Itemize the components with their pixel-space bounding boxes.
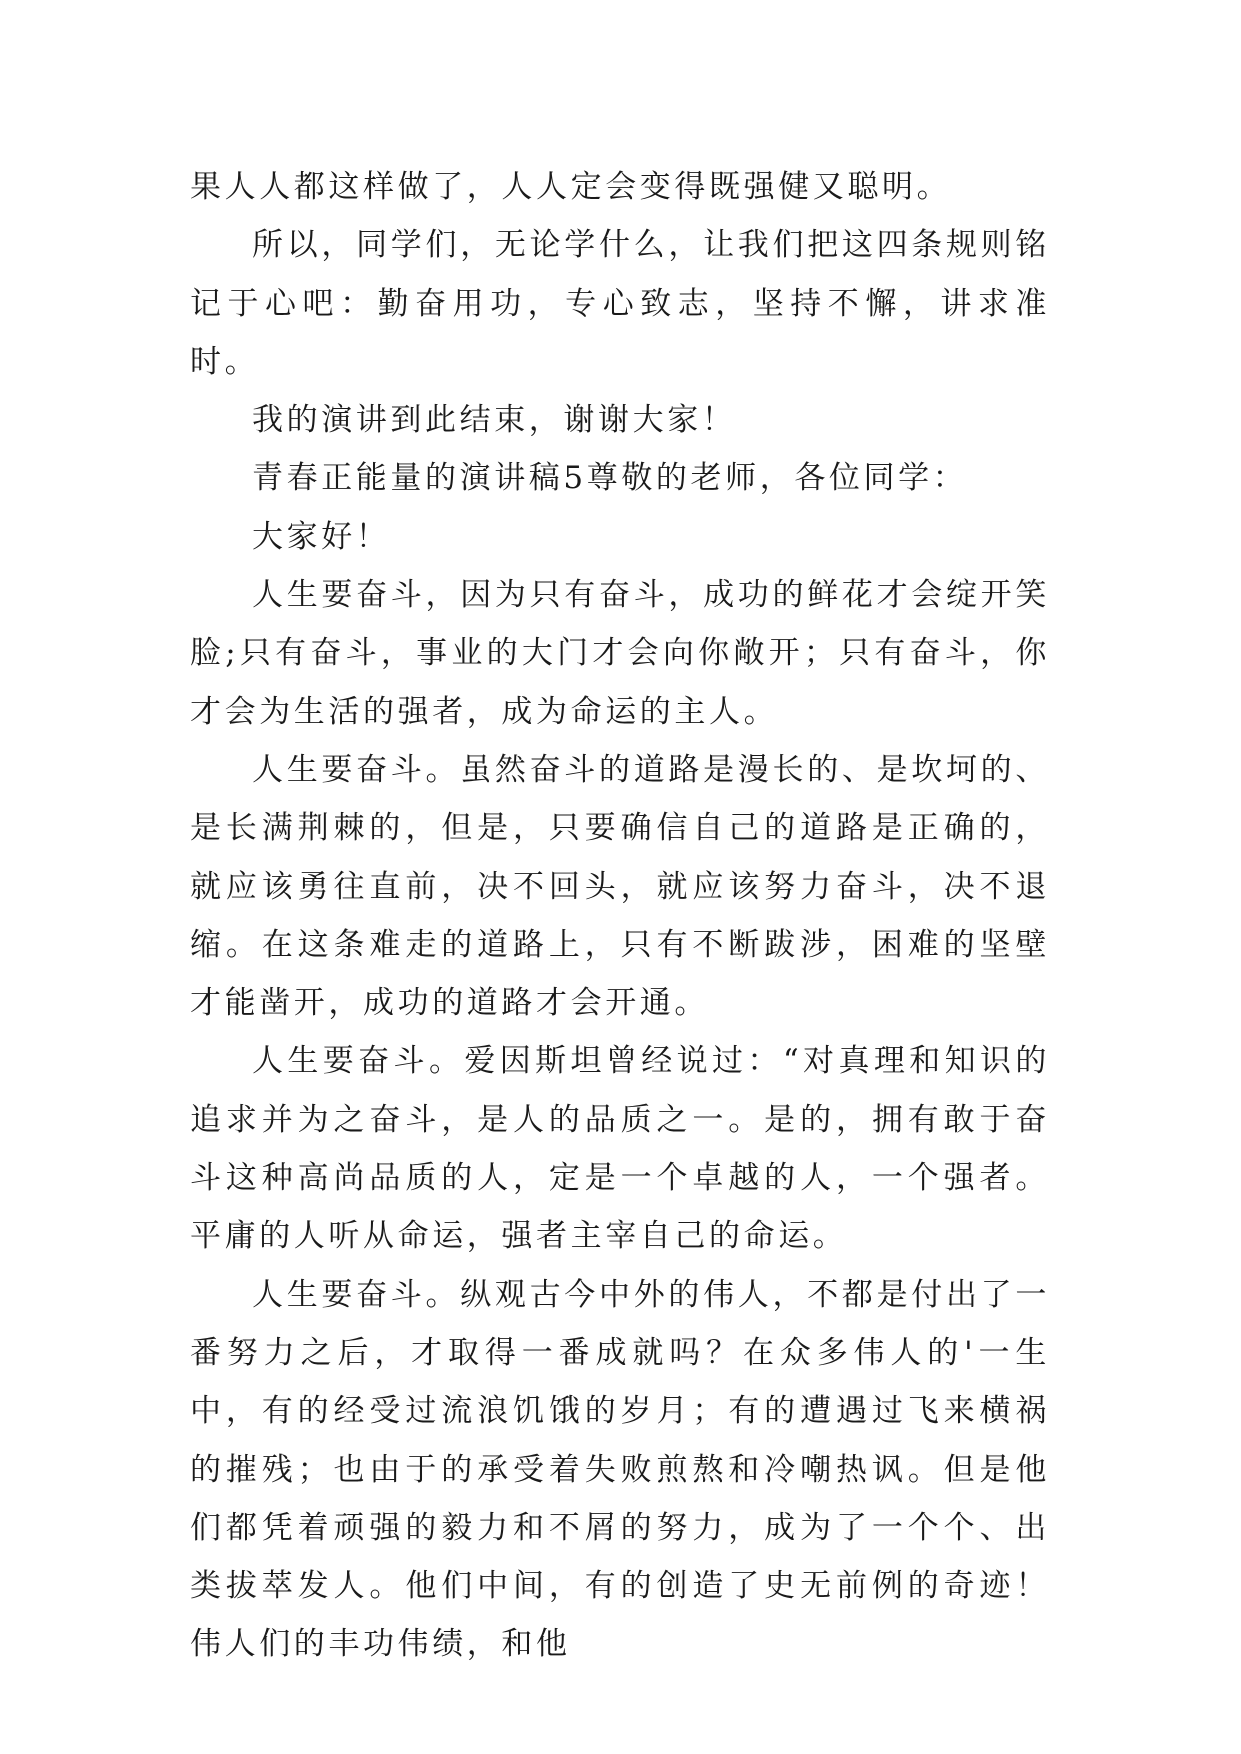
paragraph: 人生要奋斗，因为只有奋斗，成功的鲜花才会绽开笑脸;只有奋斗，事业的大门才会向你敞开；只有奋斗，你才会为生活的强者，成为命运的主人。 (190, 577, 1050, 730)
paragraph: 青春正能量的演讲稿5尊敬的老师，各位同学： (252, 460, 968, 497)
paragraph: 人生要奋斗。纵观古今中外的伟人，不都是付出了一番努力之后，才取得一番成就吗？在众多伟人的'一生中，有的经受过流浪饥饿的岁月；有的遭遇过飞来横祸的摧残；也由于的承受着失败煎熬和冷嘲热讽。但是他们都凭着顽强的毅力和不屑的努力，成为了一个个、出类拔萃发人。他们中间，有的创造了史无前例的奇迹！伟人们的丰功伟绩，和他 (190, 1276, 1050, 1663)
paragraph: 果人人都这样做了，人人定会变得既强健又聪明。 (190, 169, 952, 205)
document-body (190, 158, 1050, 1674)
paragraph: 人生要奋斗。爱因斯坦曾经说过：“对真理和知识的追求并为之奋斗，是人的品质之一。是的，拥有敢于奋斗这种高尚品质的人，定是一个卓越的人，一个强者。平庸的人听从命运，强者主宰自己的命运。 (190, 1043, 1050, 1255)
paragraph: 人生要奋斗。虽然奋斗的道路是漫长的、是坎坷的、是长满荆棘的，但是，只要确信自己的道路是正确的，就应该勇往直前，决不回头，就应该努力奋斗，决不退缩。在这条难走的道路上，只有不断跋涉，困难的坚壁才能凿开，成功的道路才会开通。 (190, 751, 1050, 1022)
paragraph: 我的演讲到此结束，谢谢大家！ (252, 402, 737, 439)
paragraph: 所以，同学们，无论学什么，让我们把这四条规则铭记于心吧：勤奋用功，专心致志，坚持不懈，讲求准时。 (190, 227, 1050, 380)
paragraph: 大家好！ (252, 518, 391, 555)
